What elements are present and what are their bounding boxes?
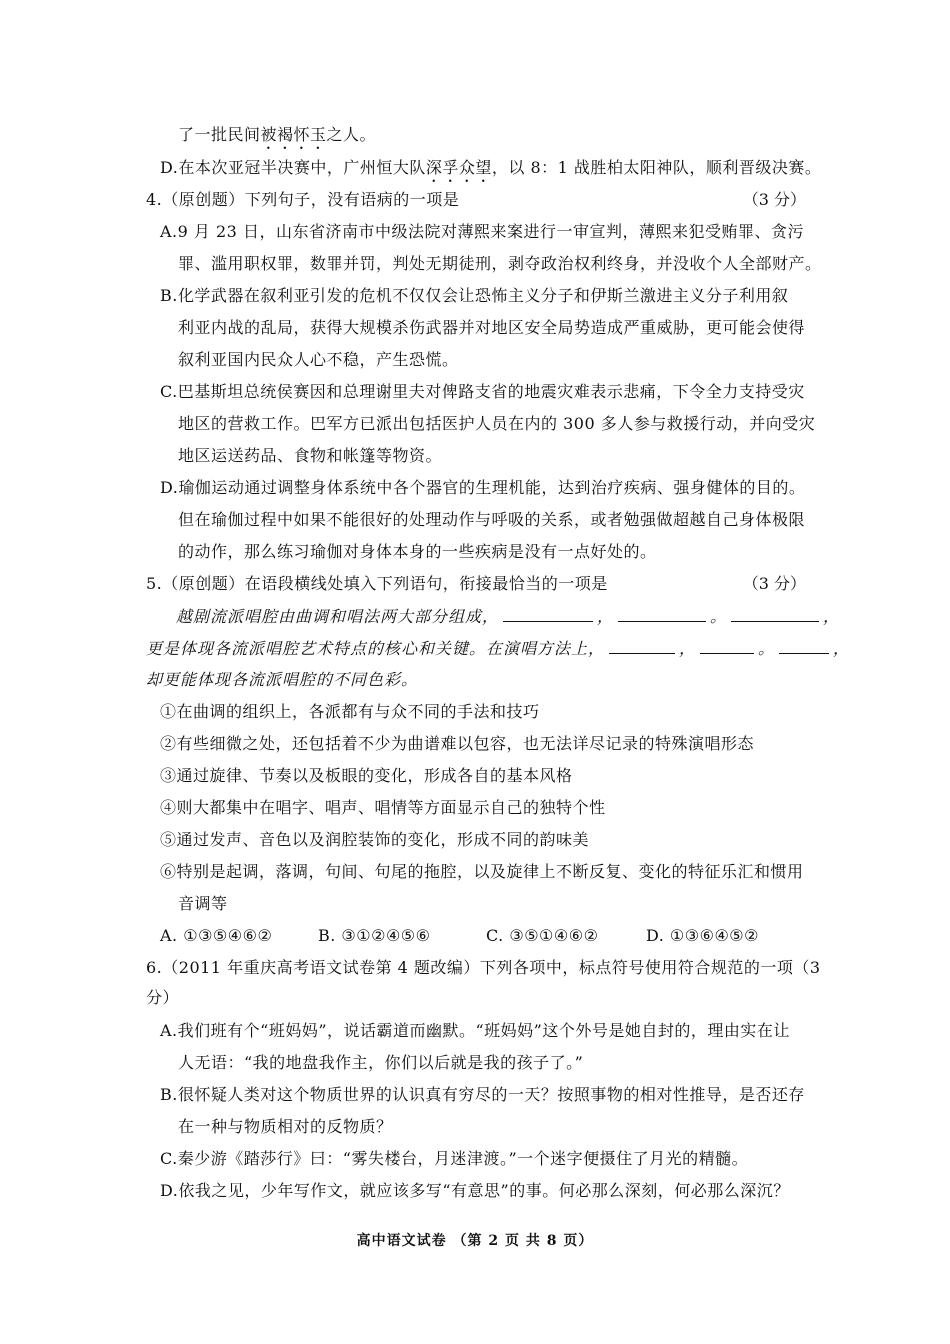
q5-item-5: ⑤通过发声、音色以及润腔装饰的变化，形成不同的韵味美 <box>160 830 590 849</box>
q4-option-b-line2: 利亚内战的乱局，获得大规模杀伤武器并对地区安全局势造成严重威胁，更可能会使得 <box>178 318 806 337</box>
q4-stem: 4.（原创题）下列句子，没有语病的一项是 <box>146 190 460 209</box>
fill-blank <box>700 637 754 654</box>
text: D.在本次亚冠半决赛中，广州恒大队 <box>160 158 426 177</box>
q5-choice-a: A. ①③⑤④⑥② <box>160 926 273 945</box>
text: 了一批民间 <box>178 125 261 144</box>
fill-blank <box>618 605 706 622</box>
q5-item-2: ②有些细微之处，还包括着不少为曲谱难以包容，也无法详尽记录的特殊演唱形态 <box>160 734 755 753</box>
q5-item-1: ①在曲调的组织上，各派都有与众不同的手法和技巧 <box>160 702 540 721</box>
text: 。 <box>710 607 728 626</box>
q4-option-b-line3: 叙利亚国内民众人心不稳，产生恐慌。 <box>178 350 459 369</box>
q4-score: （3 分） <box>742 190 806 209</box>
q4-option-d-line1: D.瑜伽运动通过调整身体系统中各个器官的生理机能，达到治疗疾病、强身健体的目的。 <box>160 478 806 497</box>
q6-option-a-line2: 人无语：“我的地盘我作主，你们以后就是我的孩子了。” <box>178 1053 584 1072</box>
q4-option-d-line2: 但在瑜伽过程中如果不能很好的处理动作与呼吸的关系，或者勉强做超越自己身体极限 <box>178 510 806 529</box>
q4-option-c-line3: 地区运送药品、食物和帐篷等物资。 <box>178 446 443 465</box>
passage-text: 越剧流派唱腔由曲调和唱法两大部分组成， <box>176 607 500 626</box>
fill-blank <box>779 637 829 654</box>
q5-choice-d: D. ①③⑥④⑤② <box>646 926 759 945</box>
q6-stem-line2: 分） <box>146 988 180 1007</box>
q4-option-a-line1: A.9 月 23 日，山东省济南市中级法院对薄熙来案进行一审宣判，薄熙来犯受贿罪、贪污 <box>160 222 804 241</box>
passage-text: 更是体现各流派唱腔艺术特点的核心和关键。在演唱方法上， <box>146 639 606 658</box>
q5-stem: 5.（原创题）在语段横线处填入下列语句，衔接最恰当的一项是 <box>146 574 608 593</box>
q6-stem-line1: 6.（2011 年重庆高考语文试卷第 4 题改编）下列各项中，标点符号使用符合规范的一项（3 <box>146 958 821 977</box>
page-footer: 高中语文试卷 （第 2 页 共 8 页） <box>356 1233 594 1249</box>
q5-item-6-continuation: 音调等 <box>178 894 228 913</box>
q6-option-a-line1: A.我们班有个“班妈妈”，说话霸道而幽默。“班妈妈”这个外号是她自封的，理由实在让 <box>160 1021 790 1040</box>
q5-score: （3 分） <box>742 574 806 593</box>
text: ，以 8：1 战胜柏太阳神队，顺利晋级决赛。 <box>491 158 822 177</box>
fill-blank <box>731 605 819 622</box>
text: ， <box>679 639 697 658</box>
text: 。 <box>758 639 776 658</box>
text: ， <box>823 607 841 626</box>
q6-option-b-line1: B.很怀疑人类对这个物质世界的认识真有穷尽的一天？按照事物的相对性推导，是否还存 <box>160 1085 805 1104</box>
fill-blank <box>503 605 593 622</box>
q4-option-c-line1: C.巴基斯坦总统侯赛因和总理谢里夫对俾路支省的地震灾难表示悲痛，下令全力支持受灾 <box>160 382 805 401</box>
q4-option-c-line2: 地区的营救工作。巴军方已派出包括医护人员在内的 300 多人参与救援行动，并向受灾 <box>178 414 816 433</box>
q5-item-3: ③通过旋律、节奏以及板眼的变化，形成各自的基本风格 <box>160 766 573 785</box>
q5-choice-b: B. ③①②④⑤⑥ <box>318 926 431 945</box>
q5-item-4: ④则大都集中在唱字、唱声、唱情等方面显示自己的独特个性 <box>160 798 606 817</box>
q6-option-d: D.依我之见，少年写作文，就应该多写“有意思”的事。何必那么深刻，何必那么深沉？ <box>160 1181 790 1200</box>
q5-passage-line2 <box>146 637 850 660</box>
q4-option-d-line3: 的动作，那么练习瑜伽对身体本身的一些疾病是没有一点好处的。 <box>178 542 657 561</box>
q5-passage-line1 <box>176 605 840 628</box>
q5-item-6: ⑥特别是起调，落调，句间、句尾的拖腔，以及旋律上不断反复、变化的特征乐汇和惯用 <box>160 862 804 881</box>
q5-passage-line3: 却更能体现各流派唱腔的不同色彩。 <box>146 670 419 689</box>
q6-option-b-line2: 在一种与物质相对的反物质？ <box>178 1117 393 1136</box>
q3-option-d <box>160 157 821 186</box>
text: 之人。 <box>326 125 377 144</box>
q4-option-a-line2: 罪、滥用职权罪，数罪并罚，判处无期徒刑，剥夺政治权利终身，并没收个人全部财产。 <box>178 254 822 273</box>
text: ， <box>833 639 851 658</box>
fill-blank <box>609 637 675 654</box>
q6-option-c: C.秦少游《踏莎行》曰：“雾失楼台，月迷津渡。”一个迷字便摄住了月光的精髓。 <box>160 1149 749 1168</box>
q5-choice-c: C. ③⑤①④⑥② <box>486 926 599 945</box>
q4-option-b-line1: B.化学武器在叙利亚引发的危机不仅仅会让恐怖主义分子和伊斯兰激进主义分子利用叙 <box>160 286 789 305</box>
text: ， <box>597 607 615 626</box>
emphasized-phrase: 被褐怀玉 <box>260 125 327 144</box>
q3-option-c-continuation <box>178 124 376 153</box>
emphasized-phrase: 深孚众望 <box>425 158 492 177</box>
